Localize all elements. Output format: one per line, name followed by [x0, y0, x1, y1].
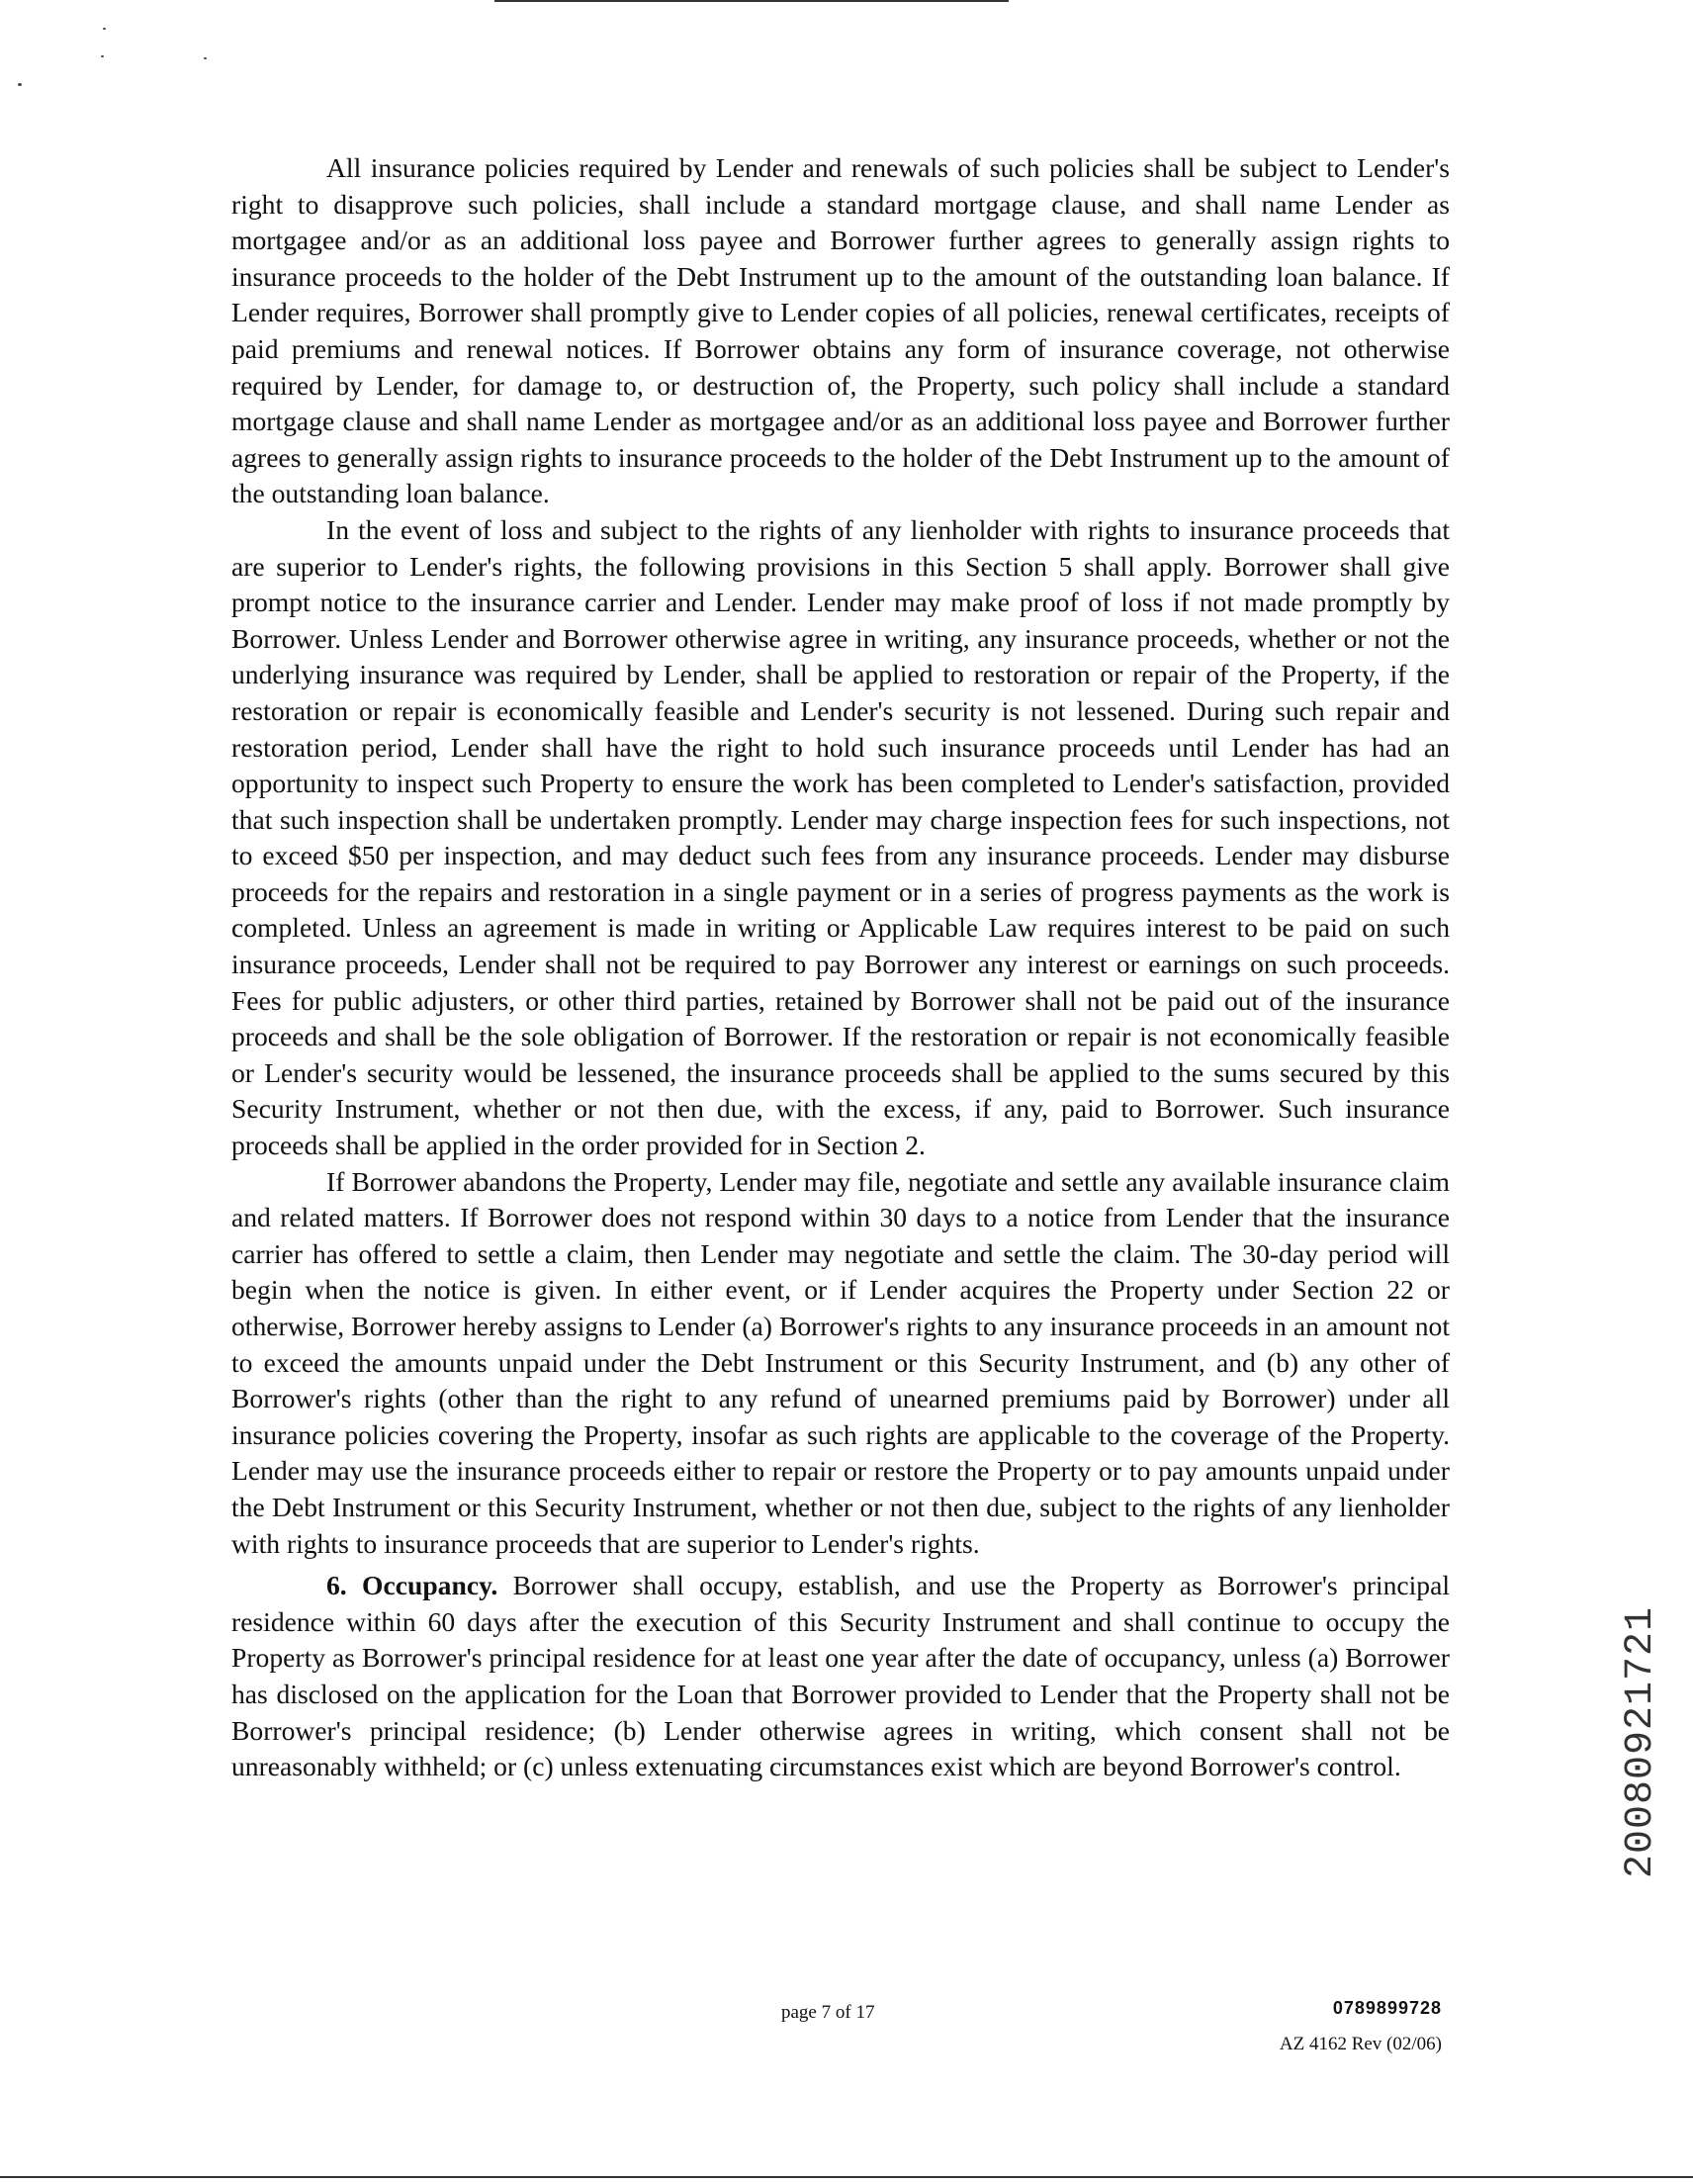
paragraph-abandonment: If Borrower abandons the Property, Lender may file, negotiate and settle any available insurance claim and related matters. If Borrower does not respond within 30 days to a notice from Lender that the insurance carrier has offered to settle a claim, then Lender may negotiate and settle the claim. The 30-day period will begin when the notice is given. In either event, or if Lender acquires the Property under Section 22 or otherwise, Borrower hereby assigns to Lender (a) Borrower's rights to any insurance proceeds in an amount not to exceed the amounts unpaid under the Debt Instrument or this Security Instrument, and (b) any other of Borrower's rights (other than the right to any refund of unearned premiums paid by Borrower) under all insurance policies covering the Property, insofar as such rights are applicable to the coverage of the Property. Lender may use the insurance proceeds either to repair or restore the Property or to pay amounts unpaid under the Debt Instrument or this Security Instrument, whether or not then due, subject to the rights of any lienholder with rights to insurance proceeds that are superior to Lender's rights. [231, 1165, 1450, 1559]
section-heading-occupancy: 6. Occupancy. [326, 1570, 498, 1601]
recording-number-stamp: 20080921721 [1619, 1606, 1663, 1879]
paragraph-insurance-policies: All insurance policies required by Lender and renewals of such policies shall be subject to Lender's right to disapprove such policies, shall include a standard mortgage clause, and shall name Lender as mortgagee and/or as an additional loss payee and Borrower further agrees to generally assign rights to insurance proceeds to the holder of the Debt Instrument up to the amount of the outstanding loan balance. If Lender requires, Borrower shall promptly give to Lender copies of all policies, renewal certificates, receipts of paid premiums and renewal notices. If Borrower obtains any form of insurance coverage, not otherwise required by Lender, for damage to, or destruction of, the Property, such policy shall include a standard mortgage clause and shall name Lender as mortgagee and/or as an additional loss payee and Borrower further agrees to generally assign rights to insurance proceeds to the holder of the Debt Instrument up to the amount of the outstanding loan balance. [231, 152, 1450, 509]
document-body [231, 150, 1450, 1785]
form-code: AZ 4162 Rev (02/06) [1279, 2034, 1442, 2054]
top-rule [494, 0, 1009, 2]
paragraph-occupancy [231, 1568, 1450, 1785]
scan-speck [103, 28, 106, 30]
scan-speck [101, 55, 104, 57]
scan-speck [18, 83, 22, 86]
bottom-rule [0, 2176, 1693, 2178]
occupancy-text: Borrower shall occupy, establish, and use the Property as Borrower's principal residence within 60 days after the execution of this Security Instrument and shall continue to occupy the Property as Borrower's principal residence for at least one year after the date of occupancy, unless (a) Borrower has disclosed on the application for the Loan that Borrower provided to Lender that the Property shall not be Borrower's principal residence; (b) Lender otherwise agrees in writing, which consent shall not be unreasonably withheld; or (c) unless extenuating circumstances exist which are beyond Borrower's control. [231, 1570, 1450, 1782]
paragraph-event-of-loss: In the event of loss and subject to the rights of any lienholder with rights to insurance proceeds that are superior to Lender's rights, the following provisions in this Section 5 shall apply. Borrower shall give prompt notice to the insurance carrier and Lender. Lender may make proof of loss if not made promptly by Borrower. Unless Lender and Borrower otherwise agree in writing, any insurance proceeds, whether or not the underlying insurance was required by Lender, shall be applied to restoration or repair of the Property, if the restoration or repair is economically feasible and Lender's security is not lessened. During such repair and restoration period, Lender shall have the right to hold such insurance proceeds until Lender has had an opportunity to inspect such Property to ensure the work has been completed to Lender's satisfaction, provided that such inspection shall be undertaken promptly. Lender may charge inspection fees for such inspections, not to exceed $50 per inspection, and may deduct such fees from any insurance proceeds. Lender may disburse proceeds for the repairs and restoration in a single payment or in a series of progress payments as the work is completed. Unless an agreement is made in writing or Applicable Law requires interest to be paid on such insurance proceeds, Lender shall not be required to pay Borrower any interest or earnings on such proceeds. Fees for public adjusters, or other third parties, retained by Borrower shall not be paid out of the insurance proceeds and shall be the sole obligation of Borrower. If the restoration or repair is not economically feasible or Lender's security would be lessened, the insurance proceeds shall be applied to the sums secured by this Security Instrument, whether or not then due, with the excess, if any, paid to Borrower. Such insurance proceeds shall be applied in the order provided for in Section 2. [231, 513, 1450, 1161]
page-number: page 7 of 17 [781, 2002, 875, 2023]
scan-speck [204, 57, 207, 59]
loan-number: 0789899728 [1332, 1998, 1442, 2018]
